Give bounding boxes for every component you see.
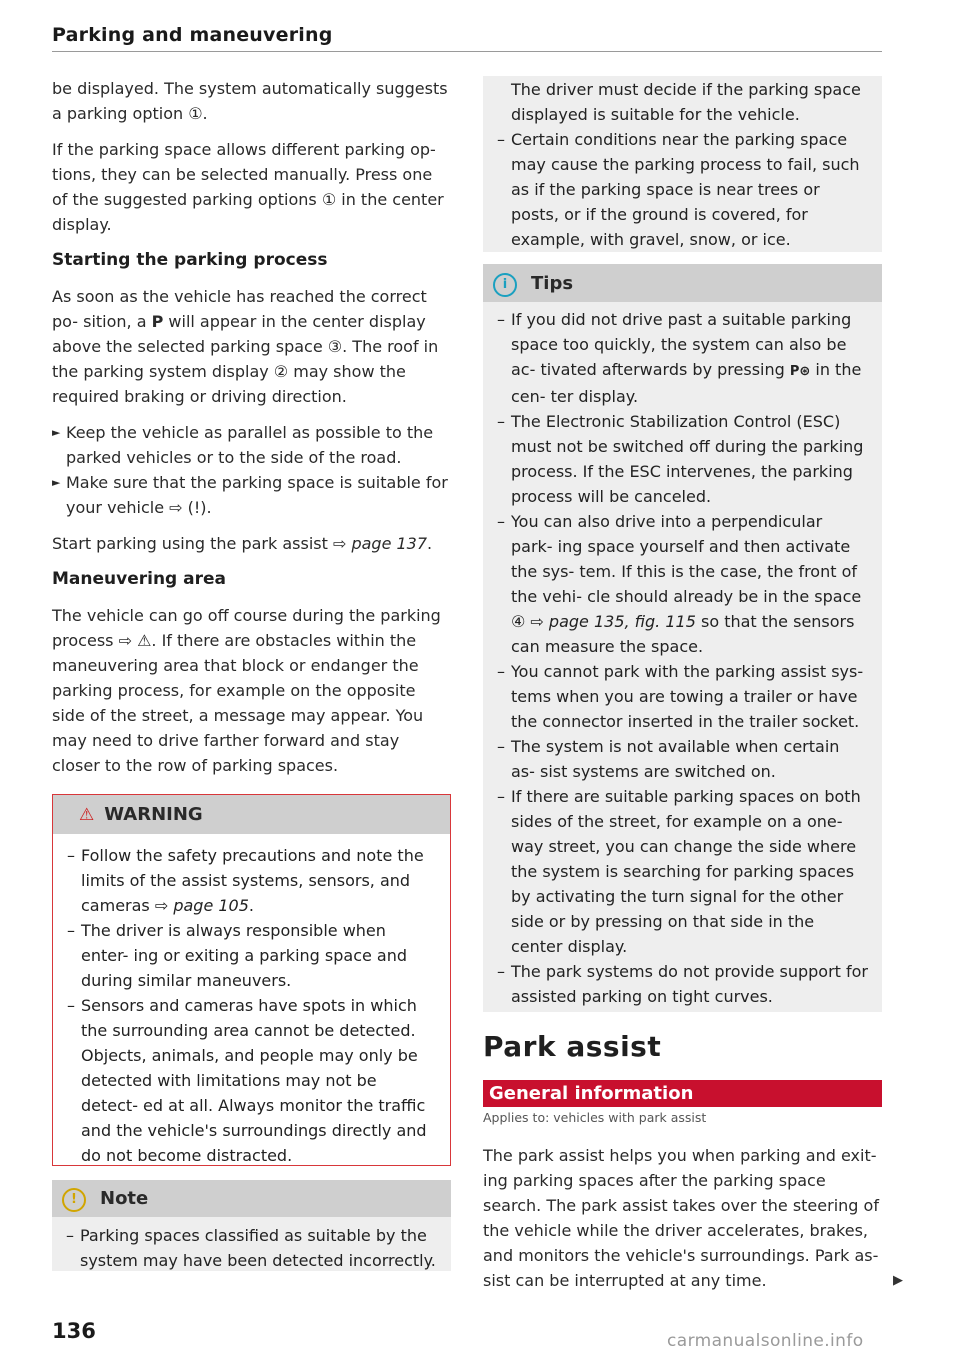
page-link[interactable]: page 137	[351, 534, 428, 553]
list-item: – The Electronic Stabilization Control (ESC) must not be switched off during the parking process. If the ESC intervenes, the parking process will be canceled.	[497, 412, 864, 506]
triangle-bullet-icon: ►	[52, 426, 61, 439]
page-header	[52, 24, 882, 46]
list-item: – Parking spaces classified as suitable by the system may have been detected incorrectly.	[66, 1226, 436, 1270]
section-title: Parking and maneuvering	[52, 24, 333, 46]
list-item: – If you did not drive past a suitable parking space too quickly, the system can also be ac- tivated afterwards by pressing P⊛ in the cen- ter display.	[497, 310, 862, 406]
page-link[interactable]: page 105	[173, 896, 249, 915]
warning-header: ⚠ WARNING	[53, 795, 450, 834]
page-number: 136	[52, 1319, 96, 1343]
paragraph: If the parking space allows different parking op- tions, they can be selected manually. Press one of the suggested parking options ① in the center display.	[52, 140, 444, 234]
list-item-continued: The driver must decide if the parking space displayed is suitable for the vehicle.	[511, 80, 861, 124]
list-item: – Sensors and cameras have spots in which the surrounding area cannot be detected. Objects, animals, and people may only be detected with limitations may not be detect- ed at all. Always monitor the traffic and the vehicle's surroundings directly and do not become distracted.	[67, 996, 427, 1165]
paragraph: Start parking using the park assist ⇨ page 137.	[52, 534, 433, 553]
page-link[interactable]: page 135, fig. 115	[548, 612, 696, 631]
tips-header: i Tips	[483, 264, 882, 302]
heading-starting-parking: Starting the parking process	[52, 250, 328, 270]
bullet-item: ► Make sure that the parking space is suitable for your vehicle ⇨ (!).	[52, 470, 452, 520]
list-item: – The system is not available when certain as- sist systems are switched on.	[497, 737, 840, 781]
bullet-item: ► Keep the vehicle as parallel as possible to the parked vehicles or to the side of the road.	[52, 420, 452, 470]
chapter-title: Park assist	[483, 1030, 662, 1063]
list-item: – The driver is always responsible when enter- ing or exiting a parking space and during similar maneuvers.	[67, 921, 408, 990]
paragraph: The vehicle can go off course during the parking process ⇨ ⚠. If there are obstacles within the maneuvering area that block or endanger the parking process, for example on the opposite side of the street, a message may appear. You may need to drive farther forward and stay closer to the row of parking spaces.	[52, 606, 441, 775]
list-item: – You can also drive into a perpendicular park- ing space yourself and then activate the sys- tem. If this is the case, the front of the vehi- cle should already be in the space ④ ⇨ page 135, fig. 115 so that the sensors can measure the space.	[497, 512, 862, 656]
paragraph: As soon as the vehicle has reached the correct po- sition, a P will appear in the center display above the selected parking space ③. The roof in the parking system display ② may show the required braking or driving direction.	[52, 287, 439, 406]
watermark: carmanualsonline.info	[667, 1331, 864, 1351]
header-rule	[52, 51, 882, 52]
tips-box	[483, 264, 882, 1012]
paragraph: be displayed. The system automatically suggests a parking option ①.	[52, 79, 448, 123]
list-item: – Certain conditions near the parking space may cause the parking process to fail, such as if the parking space is near trees or posts, or if the ground is covered, for example, with gravel, snow, or ice.	[497, 130, 860, 249]
subsection-bar: General information	[483, 1080, 882, 1107]
heading-maneuvering-area: Maneuvering area	[52, 569, 226, 589]
continue-arrow-icon: ▶	[893, 1273, 903, 1288]
paragraph: The park assist helps you when parking and exit- ing parking spaces after the parking space search. The park assist takes over the steering of the vehicle while the driver accelerates, brakes, and monitors the vehicle's surroundings. Park as- sist can be interrupted at any time.	[483, 1146, 879, 1290]
note-box	[52, 1180, 451, 1271]
list-item: – The park systems do not provide support for assisted parking on tight curves.	[497, 962, 869, 1006]
note-continuation-box	[483, 76, 882, 252]
note-header: ! Note	[52, 1180, 451, 1217]
warning-triangle-icon: ⚠	[79, 805, 95, 825]
list-item: – If there are suitable parking spaces on both sides of the street, for example on a one- way street, you can change the side where the system is searching for parking spaces by activating the turn signal for the other side or by pressing on that side in the center display.	[497, 787, 861, 956]
applies-to-note: Applies to: vehicles with park assist	[483, 1110, 707, 1125]
warning-box	[52, 794, 451, 1166]
exclamation-circle-icon: !	[62, 1188, 86, 1212]
list-item: – Follow the safety precautions and note the limits of the assist systems, sensors, and cameras ⇨ page 105.	[67, 846, 424, 915]
list-item: – You cannot park with the parking assist sys- tems when you are towing a trailer or have the connector inserted in the trailer socket.	[497, 662, 864, 731]
left-column	[52, 76, 452, 778]
info-icon: i	[493, 273, 517, 297]
parking-button-icon: P⊛	[789, 364, 811, 379]
triangle-bullet-icon: ►	[52, 476, 61, 489]
